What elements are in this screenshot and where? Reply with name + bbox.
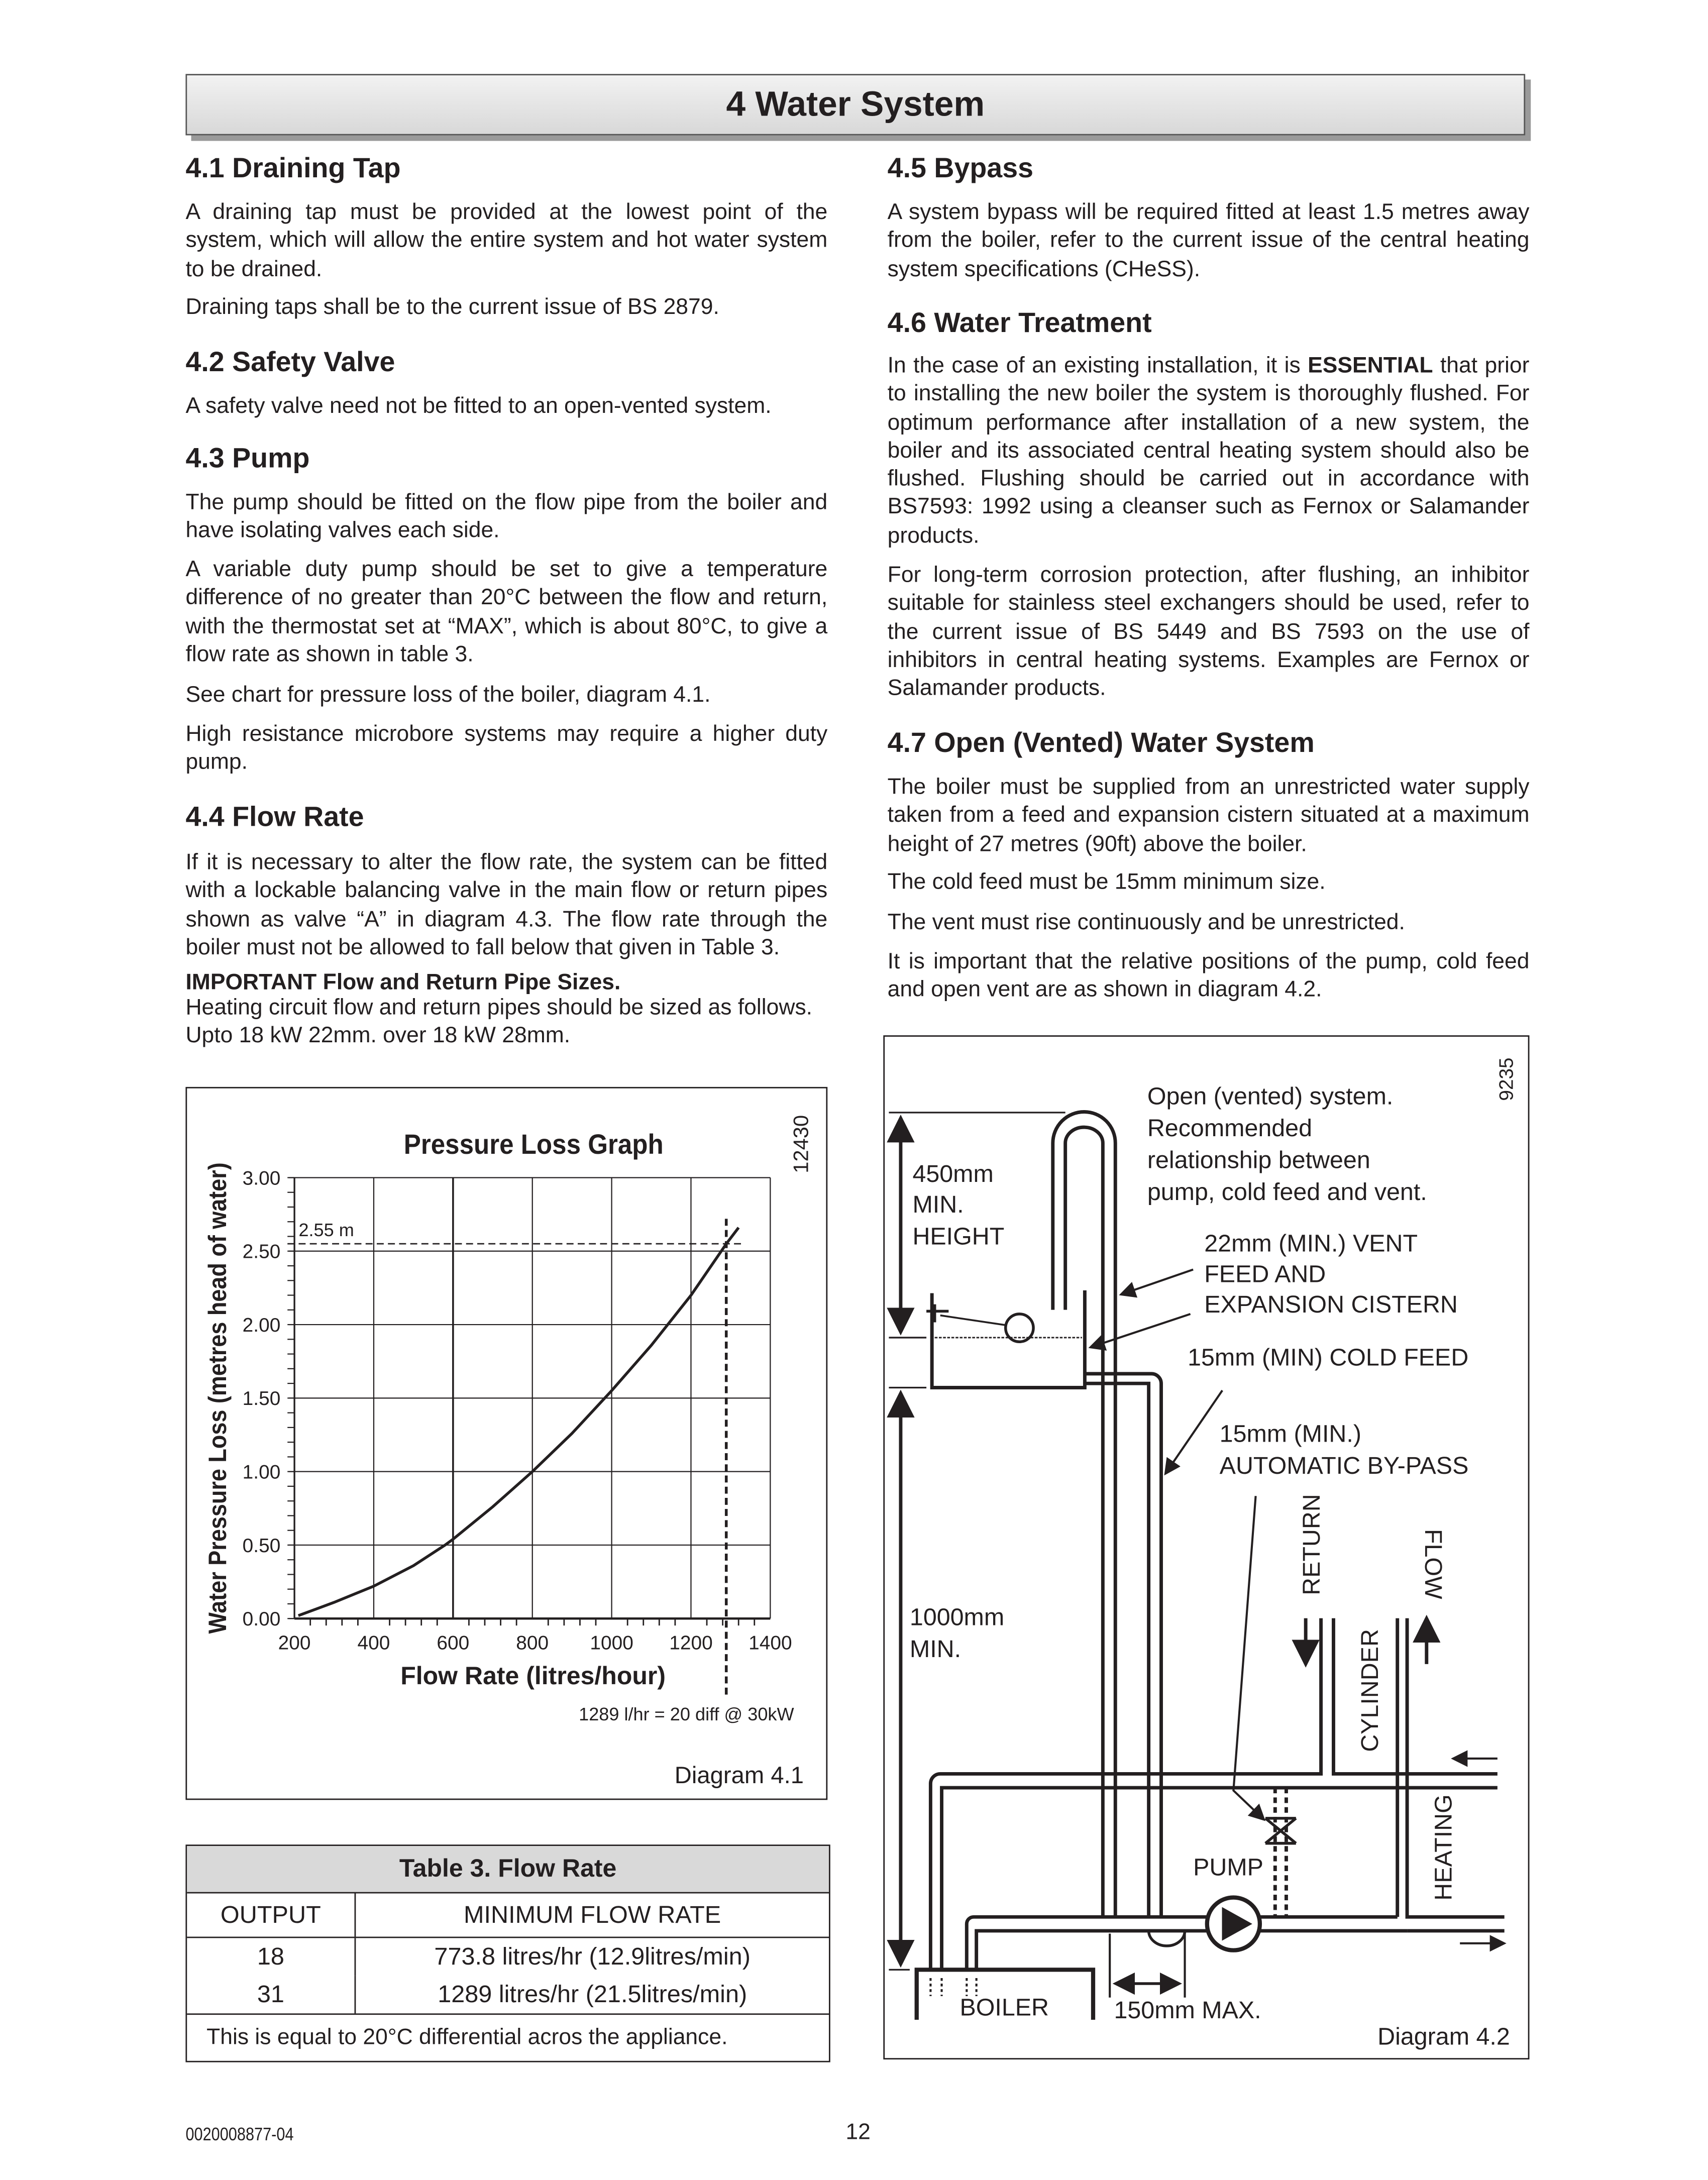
heating-label: HEATING [1430,1794,1457,1901]
para-flow-rate: If it is necessary to alter the flow rate, the system can be fitted with a lockable balancing valve in the main flow or return pipes shown as valve “A” in diagram 4.3. The flow rate through the boiler must not be allowed to fall below that given in Table 3. [185,851,828,960]
pump-label: PUMP [1193,1854,1263,1881]
x-tick-label: 1400 [749,1632,792,1654]
cylinder-label: CYLINDER [1356,1629,1383,1752]
pressure-loss-chart [185,1087,827,1800]
important-label: IMPORTANT Flow and Return Pipe Sizes. [185,971,621,995]
x-axis-label: Flow Rate (litres/hour) [400,1661,666,1690]
flow-rate-table [185,1844,830,2062]
essential-emphasis: ESSENTIAL [1308,354,1433,378]
intro-line: relationship between [1147,1146,1370,1174]
para-pump-3: See chart for pressure loss of the boiler, diagram 4.1. [185,684,711,708]
height-450-label: HEIGHT [912,1223,1005,1250]
y-axis-label: Water Pressure Loss (metres head of water) [203,1162,232,1634]
vent-label: FEED AND [1204,1260,1326,1288]
cold-feed-label: 15mm (MIN) COLD FEED [1188,1344,1469,1371]
para-pump-1: The pump should be fitted on the flow pipe from the boiler and have isolating valves each side. [185,491,828,543]
para-pump-4: High resistance microbore systems may require a higher duty pump. [185,722,828,775]
document-number: 0020008877-04 [185,2123,294,2145]
diagram-ref-number: 9235 [1496,1057,1518,1101]
intro-line: Open (vented) system. [1147,1082,1394,1110]
para-draining-tap: A draining tap must be provided at the lowest point of the system, which will allow the entire system and hot water system to be drained. [185,201,828,281]
y-tick-label: 1.50 [242,1388,281,1410]
table-row [187,1976,829,2015]
heading-4-3: 4.3 Pump [185,444,310,475]
height-450-label: MIN. [912,1191,964,1219]
heading-4-6: 4.6 Water Treatment [887,308,1152,340]
y-tick-label: 2.50 [242,1241,281,1263]
height-1000-label: 1000mm [909,1603,1005,1631]
rate-cell: 773.8 litres/hr (12.9litres/min) [434,1942,751,1971]
chart-title: Pressure Loss Graph [403,1129,664,1160]
chart-svg [187,1088,826,1799]
para-draining-bs: Draining taps shall be to the current issue of BS 2879. [185,295,719,320]
heading-4-7: 4.7 Open (Vented) Water System [887,728,1315,759]
rate-cell: 1289 litres/hr (21.5litres/min) [438,1980,748,2008]
output-cell: 31 [187,1976,356,2013]
height-1000-label: MIN. [909,1636,962,1663]
para-safety-valve: A safety valve need not be fitted to an open-vented system. [185,395,772,419]
diagram-caption: Diagram 4.2 [1377,2023,1510,2050]
column-header-rate: MINIMUM FLOW RATE [464,1900,721,1928]
vline-annotation: 1289 l/hr = 20 diff @ 30kW [579,1704,794,1725]
diagram-labels [910,1057,1517,2050]
x-tick-label: 1000 [590,1632,633,1654]
y-tick-label: 0.00 [242,1608,281,1630]
output-cell: 18 [187,1938,356,1976]
table-title: Table 3. Flow Rate [187,1846,829,1893]
para-water-treatment-1 [888,353,1530,552]
para-open-vented-3: The vent must rise continuously and be unrestricted. [887,911,1405,935]
heading-4-1: 4.1 Draining Tap [185,153,401,184]
y-tick-label: 2.00 [242,1314,281,1336]
heading-4-2: 4.2 Safety Valve [185,347,395,378]
para-open-vented-2: The cold feed must be 15mm minimum size. [887,870,1326,895]
heading-4-4: 4.4 Flow Rate [185,802,364,833]
bypass-label: 15mm (MIN.) [1219,1420,1361,1448]
y-tick-label: 3.00 [242,1167,281,1189]
column-header-output: OUTPUT [187,1893,356,1936]
para-pipe-sizes-2: Upto 18 kW 22mm. over 18 kW 28mm. [185,1024,571,1048]
para-pipe-sizes: Heating circuit flow and return pipes should be sized as follows. [185,996,813,1020]
para-pump-2: A variable duty pump should be set to give a temperature difference of no greater than 20°C between the flow and return, with the thermostat set at “MAX”, which is about 80°C, to give a flow rate as shown in table 3. [185,558,828,667]
return-label: RETURN [1298,1494,1325,1595]
pressure-loss-curve [298,1228,738,1616]
boiler-label: BOILER [959,1994,1049,2021]
chart-caption: Diagram 4.1 [674,1762,804,1789]
para-open-vented-4: It is important that the relative positions of the pump, cold feed and open vent are as shown in diagram 4.2. [887,950,1530,1003]
hline-annotation: 2.55 m [298,1220,354,1241]
table-row [187,1938,829,1976]
open-vented-system-diagram [883,1035,1529,2059]
flow-label: FLOW [1420,1529,1447,1599]
x-tick-label: 200 [278,1632,311,1654]
vent-label: 22mm (MIN.) VENT [1204,1230,1418,1257]
intro-line: Recommended [1147,1114,1313,1142]
page-number: 12 [845,2121,871,2145]
table-note: This is equal to 20°C differential acros the appliance. [206,2026,728,2050]
max-150-label: 150mm MAX. [1114,1997,1261,2024]
para-open-vented-1: The boiler must be supplied from an unrestricted water supply taken from a feed and expansion cistern situated at a maximum height of 27 metres (90ft) above the boiler. [887,776,1530,856]
diagram-svg [885,1037,1528,2058]
y-tick-label: 0.50 [242,1535,281,1557]
y-tick-label: 1.00 [242,1461,281,1483]
vent-label: EXPANSION CISTERN [1204,1291,1458,1319]
x-tick-label: 600 [437,1632,470,1654]
text: that prior to installing the new boiler the system is thoroughly flushed. For optimum performance after installation of a new system, the boiler and its associated central heating system should also be flushed. Flushing should be carried out in accordance with BS7593: 1992 using a cleanser such as Fernox or Salamander products. [887,354,1530,549]
x-tick-label: 800 [516,1632,549,1654]
para-bypass: A system bypass will be required fitted at least 1.5 metres away from the boiler, refer to the current issue of the central heating system specifications (CHeSS). [887,201,1530,281]
x-tick-label: 400 [357,1632,390,1654]
bypass-label: AUTOMATIC BY-PASS [1219,1452,1469,1479]
x-tick-label: 1200 [669,1632,713,1654]
para-water-treatment-2: For long-term corrosion protection, after flushing, an inhibitor suitable for stainless steel exchangers should be used, refer to the current issue of BS 5449 and BS 7593 on the use of inhibitors in central heating systems. Examples are Fernox or Salamander products. [887,564,1530,701]
intro-line: pump, cold feed and vent. [1147,1178,1427,1206]
table-header-row [187,1893,829,1938]
heading-4-5: 4.5 Bypass [887,153,1034,184]
section-title: 4 Water System [185,74,1525,135]
chart-ref-number: 12430 [789,1115,813,1173]
height-450-label: 450mm [912,1160,994,1188]
text: In the case of an existing installation, it is [887,354,1308,378]
